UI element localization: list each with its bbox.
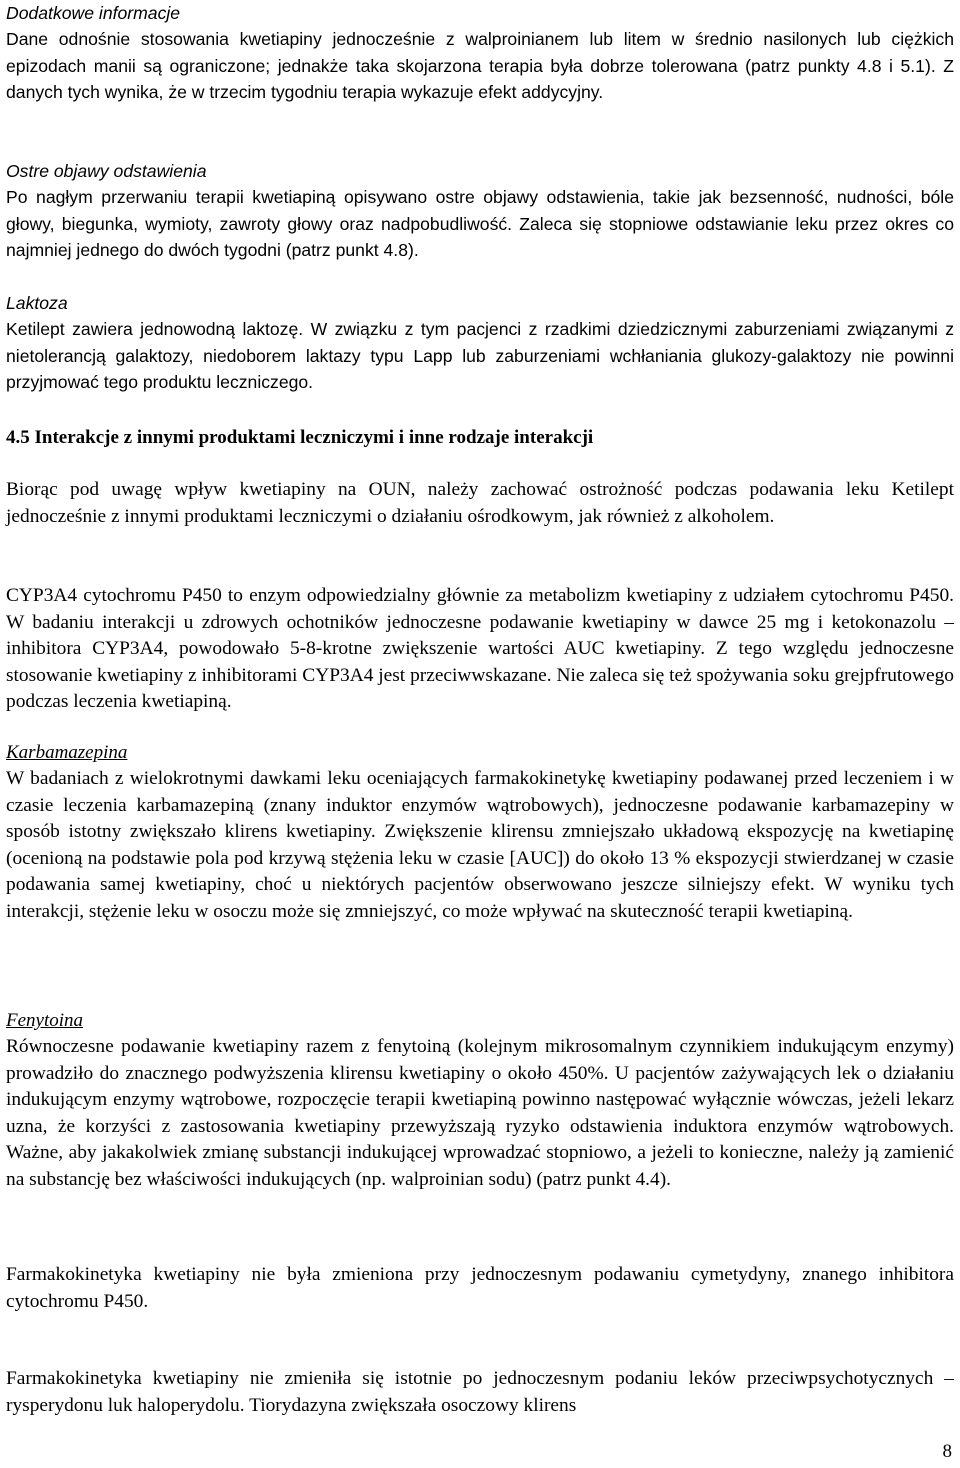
przeciwpsychotyczne-paragraph: Farmakokinetyka kwetiapiny nie zmieniła się istotnie po jednoczesnym podaniu leków przeciwpsychotycznych – rysperydonu luk haloperydolu. Tiorydazyna zwiększała osoczowy klirens [6,1368,954,1416]
section-karbamazepina [6,740,954,926]
section-heading-4-5: 4.5 Interakcje z innymi produktami leczniczymi i inne rodzaje interakcji [6,427,594,448]
section-dodatkowe-informacje [6,0,954,106]
section-fenytoina [6,1008,954,1194]
section-title: Fenytoina [6,1010,84,1031]
cymetydyna-paragraph: Farmakokinetyka kwetiapiny nie była zmieniona przy jednoczesnym podawaniu cymetydyny, znanego inhibitora cytochromu P450. [6,1264,954,1312]
section-body: Ketilept zawiera jednowodną laktozę. W związku z tym pacjenci z rzadkimi dziedzicznymi zaburzeniami związanymi z nietolerancją galaktozy, niedoborem laktazy typu Lapp lub zaburzeniami wchłaniania glukozy-galaktozy nie powinni przyjmować tego produktu leczniczego. [6,319,954,393]
interakcje-paragraph-1: Biorąc pod uwagę wpływ kwetiapiny na OUN, należy zachować ostrożność podczas podawania leku Ketilept jednocześnie z innymi produktami leczniczymi o działaniu ośrodkowym, jak również z alkoholem. [6,479,954,527]
section-title: Dodatkowe informacje [6,3,181,23]
section-laktoza [6,290,954,396]
section-body: Równoczesne podawanie kwetiapiny razem z fenytoiną (kolejnym mikrosomalnym czynnikiem indukującym enzymy) prowadziło do znacznego podwyższenia klirensu kwetiapiny o około 450%. U pacjentów zażywających lek o działaniu indukującym enzymy wątrobowe, rozpoczęcie terapii kwetiapiną powinno następować wyłącznie wówczas, jeżeli lekarz uzna, że korzyści z zastosowania kwetiapiny przewyższają ryzyko odstawienia induktora enzymów wątrobowych. Ważne, aby jakakolwiek zmianę substancji indukującej wprowadzać stopniowo, a jeżeli to konieczne, należy ją zamienić na substancję bez właściwości indukujących (np. walproinian sodu) (patrz punkt 4.4). [6,1036,954,1190]
section-title: Ostre objawy odstawienia [6,161,207,181]
section-ostre-objawy [6,158,954,264]
section-title: Laktoza [6,293,68,313]
page-number: 8 [942,1441,952,1462]
section-body: Dane odnośnie stosowania kwetiapiny jednocześnie z walproinianem lub litem w średnio nasilonych lub ciężkich epizodach manii są ograniczone; jednakże taka skojarzona terapia była dobrze tolerowana (patrz punkty 4.8 i 5.1). Z danych tych wynika, że w trzecim tygodniu terapia wykazuje efekt addycyjny. [6,29,954,103]
section-body: Po nagłym przerwaniu terapii kwetiapiną opisywano ostre objawy odstawienia, takie jak bezsenność, nudności, bóle głowy, biegunka, wymioty, zawroty głowy oraz nadpobudliwość. Zaleca się stopniowe odstawianie leku przez okres co najmniej jednego do dwóch tygodni (patrz punkt 4.8). [6,187,954,261]
interakcje-paragraph-2: CYP3A4 cytochromu P450 to enzym odpowiedzialny głównie za metabolizm kwetiapiny z udziałem cytochromu P450. W badaniu interakcji u zdrowych ochotników jednoczesne podawanie kwetiapiny w dawce 25 mg i ketokonazolu – inhibitora CYP3A4, powodowało 5-8-krotne zwiększenie wartości AUC kwetiapiny. Z tego względu jednoczesne stosowanie kwetiapiny z inhibitorami CYP3A4 jest przeciwwskazane. Nie zaleca się też spożywania soku grejpfrutowego podczas leczenia kwetiapiną. [6,585,954,713]
section-title: Karbamazepina [6,742,128,763]
section-body: W badaniach z wielokrotnymi dawkami leku oceniających farmakokinetykę kwetiapiny podawanej przed leczeniem i w czasie leczenia karbamazepiną (znany induktor enzymów wątrobowych), jednoczesne podawanie karbamazepiny w sposób istotny zwiększało klirens kwetiapiny. Zwiększenie klirensu zmniejszało układową ekspozycję na kwetiapinę (ocenioną na podstawie pola pod krzywą stężenia leku w czasie [AUC]) do około 13 % ekspozycji stwierdzanej w czasie podawania samej kwetiapiny, choć u niektórych pacjentów obserwowano jeszcze silniejszy efekt. W wyniku tych interakcji, stężenie leku w osoczu może się zmniejszyć, co może wpływać na skuteczność terapii kwetiapiną. [6,768,954,922]
